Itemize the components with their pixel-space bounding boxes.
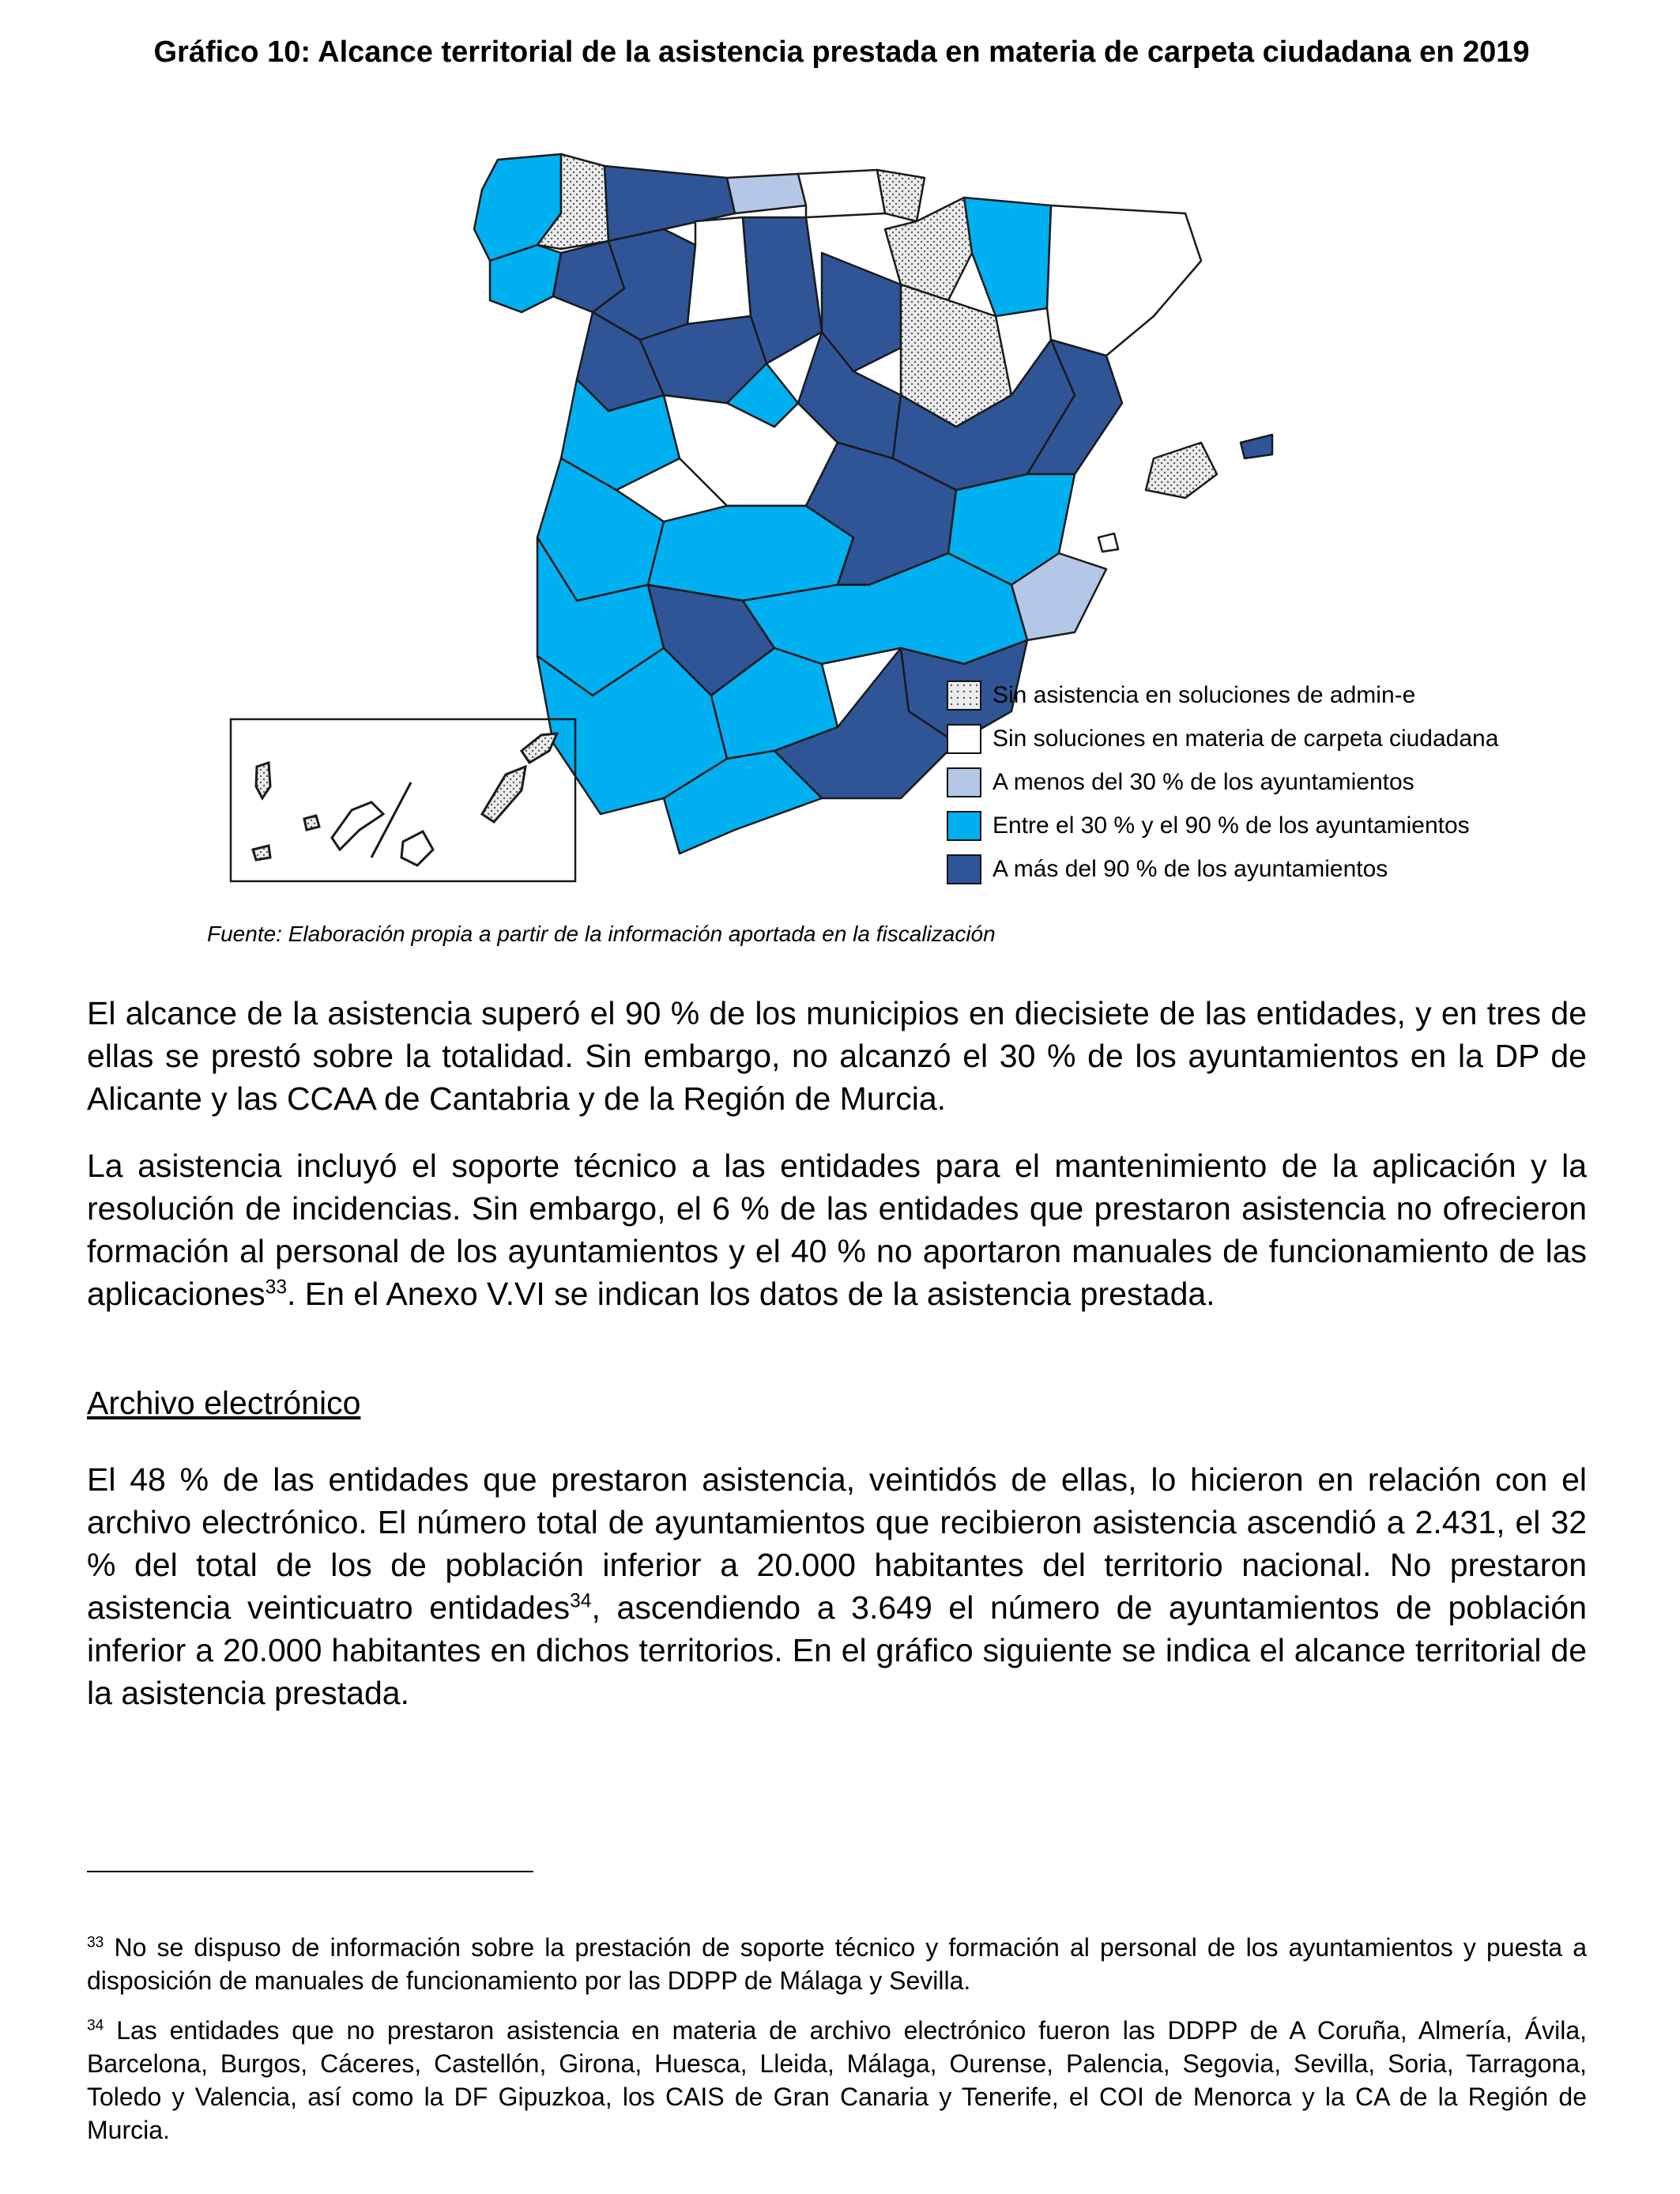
footnote-ref[interactable]: 34: [570, 1590, 592, 1612]
legend-item: [947, 673, 1498, 717]
paragraph-3: [87, 1458, 1587, 1714]
legend-label: A más del 90 % de los ayuntamientos: [993, 855, 1388, 882]
region-cataluna: [1047, 205, 1201, 356]
region-mallorca: [1146, 443, 1217, 498]
legend-item: [947, 717, 1498, 760]
paragraph-1: [87, 992, 1587, 1120]
canary-tenerife: [332, 802, 383, 850]
figure-title: Gráfico 10: Alcance territorial de la asistencia prestada en materia de carpeta ciudadana en 2019: [153, 36, 1530, 69]
legend-swatch-light-blue: [947, 767, 981, 797]
region-cantabria: [727, 174, 806, 213]
footnote-33: [87, 1931, 1587, 1997]
legend-label: A menos del 30 % de los ayuntamientos: [993, 768, 1414, 795]
region-gipuzkoa: [877, 170, 925, 221]
region-huesca: [964, 198, 1051, 316]
canary-la-palma: [256, 763, 270, 798]
region-ibiza: [1098, 533, 1118, 552]
legend-swatch-cyan: [947, 811, 981, 841]
canary-el-hierro: [253, 846, 270, 860]
paragraph-text: , ascendiendo a 3.649 el número de ayuntamientos de población inferior a 20.000 habitantes en dichos territorios. En el gráfico siguiente se indica el alcance territorial de la asistencia prestada.: [87, 1589, 1588, 1711]
section-heading: Archivo electrónico: [87, 1385, 361, 1421]
footnote-ref[interactable]: 33: [265, 1276, 287, 1299]
paragraph-text: El alcance de la asistencia superó el 90 % de los municipios en diecisiete de las entidades, y en tres de ellas se prestó sobre la totalidad. Sin embargo, no alcanzó el 30 % de los ayuntamientos en la DP de Alicante y las CCAA de Cantabria y de la Región de Murcia.: [87, 995, 1587, 1117]
footnote-text: No se dispuso de información sobre la prestación de soporte técnico y formación al personal de los ayuntamientos y puesta a disposición de manuales de funcionamiento por las DDPP de Málaga y Sevilla.: [87, 1933, 1587, 1995]
canary-la-gomera: [304, 816, 319, 830]
legend-label: Entre el 30 % y el 90 % de los ayuntamientos: [993, 812, 1470, 839]
legend-swatch-white: [947, 724, 981, 754]
legend-label: Sin soluciones en materia de carpeta ciudadana: [993, 725, 1499, 752]
canary-lanzarote: [522, 733, 557, 763]
paragraph-text: El 48 % de las entidades que prestaron asistencia, veintidós de ellas, lo hicieron en relación con el archivo electrónico. El número total de ayuntamientos que recibieron asistencia ascendió a 2.431, el 32 % del total de los de población inferior a 20.000 habitantes del territorio nacional. No prestaron asistencia veinticuatro entidades: [87, 1461, 1587, 1626]
region-pais-vasco: [798, 170, 885, 217]
footnote-34: [87, 2014, 1587, 2147]
map-legend: [947, 673, 1498, 891]
canary-fuerteventura: [482, 767, 525, 822]
legend-item: [947, 847, 1498, 891]
legend-swatch-dark-blue: [947, 854, 981, 884]
footnote-text: Las entidades que no prestaron asistencia en materia de archivo electrónico fueron las DDPP de A Coruña, Almería, Ávila, Barcelona, Burgos, Cáceres, Castellón, Girona, Huesca, Lleida, Málaga, Ourense, Palencia, Segovia, Sevilla, Soria, Tarragona, Toledo y Valencia, así como la DF Gipuzkoa, los CAIS de Gran Canaria y Tenerife, el COI de Menorca y la CA de la Región de Murcia.: [87, 2016, 1587, 2144]
legend-swatch-dotted: [947, 680, 981, 711]
legend-item: [947, 804, 1498, 847]
legend-item: [947, 760, 1498, 804]
region-palencia: [687, 217, 751, 324]
footnote-number: 34: [87, 2017, 104, 2034]
region-menorca: [1241, 435, 1272, 458]
paragraph-2: [87, 1144, 1587, 1315]
footnote-separator: [87, 1871, 533, 1872]
paragraph-text: La asistencia incluyó el soporte técnico a las entidades para el mantenimiento de la aplicación y la resolución de incidencias. Sin embargo, el 6 % de las entidades que prestaron asistencia no ofrecieron formación al personal de los ayuntamientos y el 40 % no aportaron manuales de funcionamiento de las aplicaciones: [87, 1148, 1587, 1312]
footnote-number: 33: [87, 1934, 104, 1951]
canary-gran-canaria: [401, 831, 433, 865]
legend-label: Sin asistencia en soluciones de admin-e: [993, 681, 1416, 708]
figure-source: Fuente: Elaboración propia a partir de la información aportada en la fiscalización: [207, 922, 996, 946]
paragraph-text: . En el Anexo V.VI se indican los datos de la asistencia prestada.: [287, 1276, 1215, 1312]
